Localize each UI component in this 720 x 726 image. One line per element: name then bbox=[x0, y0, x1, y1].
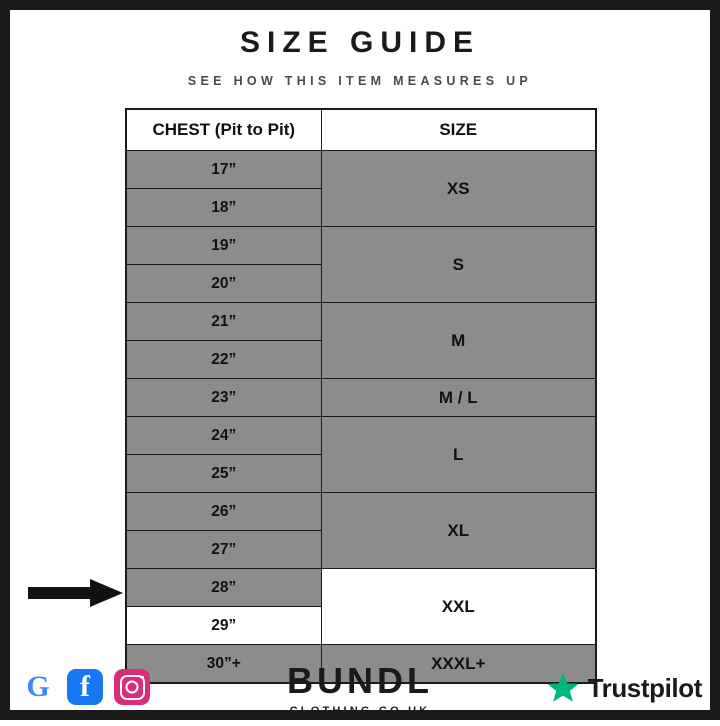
cell-chest: 27” bbox=[126, 531, 321, 569]
cell-chest: 26” bbox=[126, 493, 321, 531]
table-row bbox=[126, 151, 596, 189]
table-row bbox=[126, 569, 596, 607]
size-table-header bbox=[126, 109, 596, 151]
table-row bbox=[126, 417, 596, 455]
page-subtitle: SEE HOW THIS ITEM MEASURES UP bbox=[187, 74, 533, 88]
size-table-wrapper bbox=[125, 108, 595, 684]
table-row bbox=[126, 227, 596, 265]
cell-chest: 29” bbox=[126, 607, 321, 645]
cell-chest: 24” bbox=[126, 417, 321, 455]
cell-size: XXXL+ bbox=[321, 645, 596, 684]
trustpilot-star-icon bbox=[546, 671, 580, 705]
cell-size: S bbox=[321, 227, 596, 303]
table-header-row bbox=[126, 109, 596, 151]
cell-chest: 19” bbox=[126, 227, 321, 265]
trustpilot-badge[interactable] bbox=[546, 671, 702, 705]
column-header-size: SIZE bbox=[321, 109, 596, 151]
cell-size: M / L bbox=[321, 379, 596, 417]
size-table-body bbox=[126, 151, 596, 684]
cell-size: XXL bbox=[321, 569, 596, 645]
cell-chest: 22” bbox=[126, 341, 321, 379]
cell-size: XS bbox=[321, 151, 596, 227]
cell-chest: 30”+ bbox=[126, 645, 321, 684]
table-row bbox=[126, 379, 596, 417]
arrow-right-icon bbox=[28, 578, 124, 608]
cell-chest: 21” bbox=[126, 303, 321, 341]
size-table bbox=[125, 108, 597, 684]
cell-size: M bbox=[321, 303, 596, 379]
brand-name: BUNDL bbox=[287, 660, 433, 701]
table-row bbox=[126, 303, 596, 341]
cell-chest: 23” bbox=[126, 379, 321, 417]
google-glyph: G bbox=[26, 670, 50, 703]
cell-chest: 18” bbox=[126, 189, 321, 227]
cell-size: XL bbox=[321, 493, 596, 569]
cell-chest: 17” bbox=[126, 151, 321, 189]
trustpilot-label: Trustpilot bbox=[587, 672, 702, 703]
cell-chest: 20” bbox=[126, 265, 321, 303]
cell-size: L bbox=[321, 417, 596, 493]
footer bbox=[10, 651, 710, 726]
cell-chest: 28” bbox=[126, 569, 321, 607]
column-header-chest: CHEST (Pit to Pit) bbox=[126, 109, 321, 151]
brand-sub: CLOTHING.CO.UK bbox=[289, 705, 431, 717]
table-row bbox=[126, 493, 596, 531]
page-title: SIZE GUIDE bbox=[239, 26, 481, 59]
page-inner bbox=[10, 26, 710, 726]
facebook-glyph: f bbox=[80, 670, 90, 703]
cell-chest: 25” bbox=[126, 455, 321, 493]
